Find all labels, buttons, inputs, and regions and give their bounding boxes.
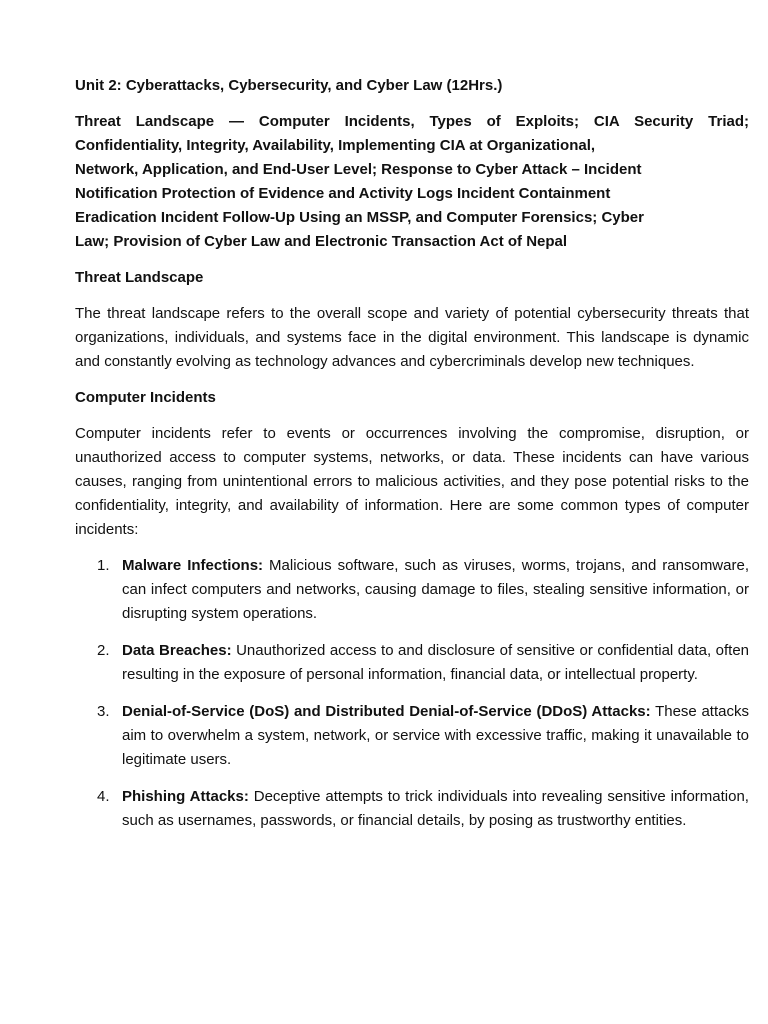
syllabus-line: Law; Provision of Cyber Law and Electronic Transaction Act of Nepal [75,233,568,250]
threat-landscape-heading: Threat Landscape [75,269,204,286]
syllabus-line: Network, Application, and End-User Level; Response to Cyber Attack – Incident [75,161,642,178]
unit-title: Unit 2: Cyberattacks, Cybersecurity, and Cyber Law (12Hrs.) [75,77,503,94]
document-page [75,74,749,846]
list-item-term: Malware Infections: [122,557,264,574]
list-item [75,554,749,626]
list-item-number: 3. [97,703,110,720]
list-item [75,639,749,687]
list-item-text: Unauthorized access to and disclosure of sensitive or confidential data, often resulting in the exposure of personal information, financial data, or intellectual property. [122,642,750,683]
list-item-text: Deceptive attempts to trick individuals into revealing sensitive information, such as usernames, passwords, or financial details, by posing as trustworthy entities. [122,788,749,829]
list-item-term: Denial-of-Service (DoS) and Distributed Denial-of-Service (DDoS) Attacks: [122,703,651,720]
list-item-text: Malicious software, such as viruses, worms, trojans, and ransomware, can infect computers and networks, causing damage to files, stealing sensitive information, or disrupting system operations. [122,557,749,622]
syllabus-line: Confidentiality, Integrity, Availability, Implementing CIA at Organizational, [75,137,596,154]
syllabus-line: Eradication Incident Follow-Up Using an MSSP, and Computer Forensics; Cyber [75,209,644,226]
syllabus-line: Notification Protection of Evidence and Activity Logs Incident Containment [75,185,611,202]
list-item [75,785,749,833]
list-item [75,700,749,772]
computer-incidents-heading: Computer Incidents [75,389,216,406]
list-item-number: 4. [97,788,110,805]
list-item-number: 2. [97,642,110,659]
syllabus-summary [75,110,749,254]
computer-incidents-paragraph: Computer incidents refer to events or occurrences involving the compromise, disruption, or unauthorized access to computer systems, networks, or data. These incidents can have various causes, ranging from unintentional errors to malicious activities, and they pose potential risks to the confidentiality, integrity, and availability of information. Here are some common types of computer incidents: [75,425,749,538]
list-item-term: Phishing Attacks: [122,788,249,805]
list-item-term: Data Breaches: [122,642,232,659]
syllabus-line: Threat Landscape — Computer Incidents, Types of Exploits; CIA Security Triad; [75,113,749,130]
list-item-number: 1. [97,557,110,574]
list-item-text: These attacks aim to overwhelm a system, network, or service with excessive traffic, making it unavailable to legitimate users. [122,703,749,768]
threat-landscape-paragraph: The threat landscape refers to the overall scope and variety of potential cybersecurity threats that organizations, individuals, and systems face in the digital environment. This landscape is dynamic and constantly evolving as technology advances and cybercriminals develop new techniques. [75,305,749,370]
incident-types-list [75,554,749,833]
